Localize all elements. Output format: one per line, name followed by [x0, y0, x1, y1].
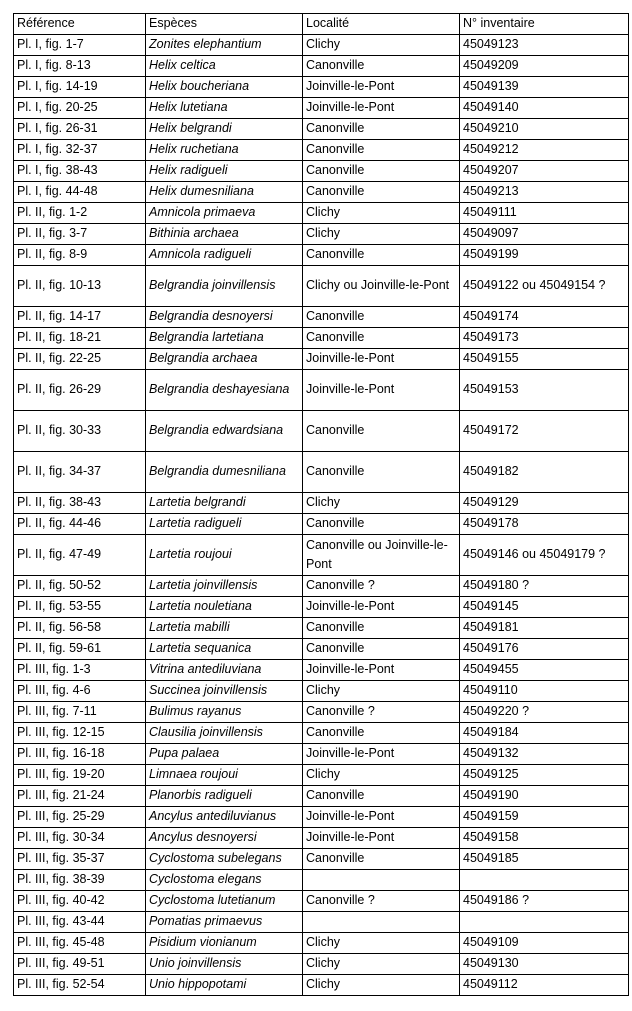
species-cell[interactable]: Bithinia archaea: [146, 224, 303, 245]
inventory-cell[interactable]: 45049207: [460, 161, 629, 182]
reference-cell[interactable]: Pl. I, fig. 14-19: [14, 77, 146, 98]
reference-cell[interactable]: Pl. II, fig. 1-2: [14, 203, 146, 224]
reference-cell[interactable]: Pl. II, fig. 18-21: [14, 328, 146, 349]
inventory-cell[interactable]: [460, 912, 629, 933]
species-cell[interactable]: Belgrandia joinvillensis: [146, 266, 303, 307]
locality-cell[interactable]: Canonville: [303, 56, 460, 77]
table-row: [14, 828, 629, 849]
species-cell[interactable]: Pomatias primaevus: [146, 912, 303, 933]
reference-cell[interactable]: Pl. III, fig. 7-11: [14, 702, 146, 723]
inventory-cell[interactable]: 45049146 ou 45049179 ?: [460, 535, 629, 576]
reference-cell[interactable]: Pl. III, fig. 30-34: [14, 828, 146, 849]
locality-cell[interactable]: [303, 870, 460, 891]
table-row: [14, 639, 629, 660]
table-row: [14, 849, 629, 870]
species-cell[interactable]: Ancylus desnoyersi: [146, 828, 303, 849]
species-cell[interactable]: Ancylus antediluvianus: [146, 807, 303, 828]
table-row: [14, 535, 629, 576]
locality-cell[interactable]: Canonville: [303, 182, 460, 203]
table-row: [14, 765, 629, 786]
reference-cell[interactable]: Pl. II, fig. 38-43: [14, 493, 146, 514]
locality-cell[interactable]: Canonville: [303, 514, 460, 535]
table-row: [14, 35, 629, 56]
inventory-cell[interactable]: 45049140: [460, 98, 629, 119]
inventory-cell[interactable]: 45049455: [460, 660, 629, 681]
locality-cell[interactable]: Canonville: [303, 618, 460, 639]
species-cell[interactable]: Pisidium vionianum: [146, 933, 303, 954]
species-cell[interactable]: Cyclostoma subelegans: [146, 849, 303, 870]
reference-cell[interactable]: Pl. I, fig. 20-25: [14, 98, 146, 119]
table-row: [14, 224, 629, 245]
species-cell[interactable]: Helix radigueli: [146, 161, 303, 182]
reference-cell[interactable]: Pl. III, fig. 1-3: [14, 660, 146, 681]
species-cell[interactable]: Helix boucheriana: [146, 77, 303, 98]
locality-cell[interactable]: Clichy: [303, 224, 460, 245]
species-cell[interactable]: Belgrandia deshayesiana: [146, 370, 303, 411]
locality-cell[interactable]: Canonville: [303, 786, 460, 807]
table-row: [14, 411, 629, 452]
reference-cell[interactable]: Pl. III, fig. 25-29: [14, 807, 146, 828]
table-row: [14, 933, 629, 954]
inventory-cell[interactable]: 45049174: [460, 307, 629, 328]
locality-cell[interactable]: Joinville-le-Pont: [303, 660, 460, 681]
reference-cell[interactable]: Pl. II, fig. 10-13: [14, 266, 146, 307]
inventory-cell[interactable]: 45049155: [460, 349, 629, 370]
inventory-cell[interactable]: 45049110: [460, 681, 629, 702]
reference-cell[interactable]: Pl. II, fig. 22-25: [14, 349, 146, 370]
reference-cell[interactable]: Pl. III, fig. 21-24: [14, 786, 146, 807]
inventory-cell[interactable]: 45049112: [460, 975, 629, 996]
inventory-cell[interactable]: 45049123: [460, 35, 629, 56]
header-row: [14, 14, 629, 35]
locality-cell[interactable]: Canonville ou Joinville-le-Pont: [303, 535, 460, 576]
reference-cell[interactable]: Pl. II, fig. 56-58: [14, 618, 146, 639]
reference-cell[interactable]: Pl. I, fig. 32-37: [14, 140, 146, 161]
reference-cell[interactable]: Pl. III, fig. 12-15: [14, 723, 146, 744]
reference-cell[interactable]: Pl. I, fig. 1-7: [14, 35, 146, 56]
locality-cell[interactable]: Canonville: [303, 411, 460, 452]
table-row: [14, 807, 629, 828]
locality-cell[interactable]: Clichy: [303, 681, 460, 702]
inventory-cell[interactable]: 45049199: [460, 245, 629, 266]
inventory-cell[interactable]: 45049125: [460, 765, 629, 786]
reference-cell[interactable]: Pl. I, fig. 26-31: [14, 119, 146, 140]
header-cell-reference[interactable]: Référence: [14, 14, 146, 35]
locality-cell[interactable]: Clichy ou Joinville-le-Pont: [303, 266, 460, 307]
species-cell[interactable]: Cyclostoma lutetianum: [146, 891, 303, 912]
table-row: [14, 370, 629, 411]
inventory-cell[interactable]: 45049185: [460, 849, 629, 870]
inventory-cell[interactable]: 45049129: [460, 493, 629, 514]
inventory-cell[interactable]: 45049176: [460, 639, 629, 660]
locality-cell[interactable]: Canonville ?: [303, 891, 460, 912]
inventory-cell[interactable]: 45049111: [460, 203, 629, 224]
header-cell-inventaire[interactable]: N° inventaire: [460, 14, 629, 35]
table-row: [14, 912, 629, 933]
species-cell[interactable]: Lartetia belgrandi: [146, 493, 303, 514]
species-cell[interactable]: Zonites elephantium: [146, 35, 303, 56]
locality-cell[interactable]: Canonville: [303, 307, 460, 328]
species-cell[interactable]: Helix ruchetiana: [146, 140, 303, 161]
table-row: [14, 77, 629, 98]
inventory-cell[interactable]: 45049130: [460, 954, 629, 975]
reference-cell[interactable]: Pl. III, fig. 40-42: [14, 891, 146, 912]
locality-cell[interactable]: Clichy: [303, 933, 460, 954]
locality-cell[interactable]: Clichy: [303, 975, 460, 996]
reference-cell[interactable]: Pl. III, fig. 45-48: [14, 933, 146, 954]
table-body: [14, 35, 629, 996]
locality-cell[interactable]: Canonville ?: [303, 702, 460, 723]
inventory-cell[interactable]: 45049190: [460, 786, 629, 807]
reference-cell[interactable]: Pl. II, fig. 44-46: [14, 514, 146, 535]
inventory-cell[interactable]: 45049132: [460, 744, 629, 765]
table-row: [14, 349, 629, 370]
table-row: [14, 618, 629, 639]
table-row: [14, 975, 629, 996]
inventory-cell[interactable]: 45049178: [460, 514, 629, 535]
reference-cell[interactable]: Pl. I, fig. 8-13: [14, 56, 146, 77]
reference-cell[interactable]: Pl. II, fig. 34-37: [14, 452, 146, 493]
header-cell-localite[interactable]: Localité: [303, 14, 460, 35]
reference-cell[interactable]: Pl. III, fig. 52-54: [14, 975, 146, 996]
table-row: [14, 161, 629, 182]
inventory-cell[interactable]: 45049153: [460, 370, 629, 411]
table-row: [14, 493, 629, 514]
inventory-cell[interactable]: 45049139: [460, 77, 629, 98]
reference-cell[interactable]: Pl. II, fig. 50-52: [14, 576, 146, 597]
species-cell[interactable]: Planorbis radigueli: [146, 786, 303, 807]
species-cell[interactable]: Succinea joinvillensis: [146, 681, 303, 702]
table-row: [14, 681, 629, 702]
species-cell[interactable]: Helix lutetiana: [146, 98, 303, 119]
table-row: [14, 203, 629, 224]
species-cell[interactable]: Unio hippopotami: [146, 975, 303, 996]
table-row: [14, 245, 629, 266]
reference-cell[interactable]: Pl. III, fig. 19-20: [14, 765, 146, 786]
inventory-cell[interactable]: [460, 870, 629, 891]
species-cell[interactable]: Lartetia joinvillensis: [146, 576, 303, 597]
reference-cell[interactable]: Pl. II, fig. 59-61: [14, 639, 146, 660]
table-row: [14, 744, 629, 765]
species-cell[interactable]: Lartetia roujoui: [146, 535, 303, 576]
reference-cell[interactable]: Pl. III, fig. 35-37: [14, 849, 146, 870]
reference-cell[interactable]: Pl. I, fig. 38-43: [14, 161, 146, 182]
inventory-cell[interactable]: 45049109: [460, 933, 629, 954]
table-row: [14, 702, 629, 723]
table-row: [14, 56, 629, 77]
locality-cell[interactable]: Canonville: [303, 140, 460, 161]
species-cell[interactable]: Lartetia mabilli: [146, 618, 303, 639]
locality-cell[interactable]: Canonville: [303, 849, 460, 870]
species-cell[interactable]: Limnaea roujoui: [146, 765, 303, 786]
species-table: [13, 13, 629, 996]
table-row: [14, 98, 629, 119]
reference-cell[interactable]: Pl. II, fig. 14-17: [14, 307, 146, 328]
reference-cell[interactable]: Pl. II, fig. 30-33: [14, 411, 146, 452]
species-cell[interactable]: Helix celtica: [146, 56, 303, 77]
reference-cell[interactable]: Pl. II, fig. 26-29: [14, 370, 146, 411]
locality-cell[interactable]: Canonville: [303, 452, 460, 493]
reference-cell[interactable]: Pl. III, fig. 49-51: [14, 954, 146, 975]
locality-cell[interactable]: Canonville: [303, 639, 460, 660]
header-cell-especes[interactable]: Espèces: [146, 14, 303, 35]
species-cell[interactable]: Lartetia radigueli: [146, 514, 303, 535]
reference-cell[interactable]: Pl. II, fig. 47-49: [14, 535, 146, 576]
locality-cell[interactable]: [303, 912, 460, 933]
table-row: [14, 786, 629, 807]
locality-cell[interactable]: Joinville-le-Pont: [303, 807, 460, 828]
table-row: [14, 119, 629, 140]
species-cell[interactable]: Belgrandia lartetiana: [146, 328, 303, 349]
inventory-cell[interactable]: 45049210: [460, 119, 629, 140]
reference-cell[interactable]: Pl. III, fig. 38-39: [14, 870, 146, 891]
locality-cell[interactable]: Canonville: [303, 245, 460, 266]
species-cell[interactable]: Helix dumesniliana: [146, 182, 303, 203]
inventory-cell[interactable]: 45049122 ou 45049154 ?: [460, 266, 629, 307]
inventory-cell[interactable]: 45049172: [460, 411, 629, 452]
table-row: [14, 870, 629, 891]
locality-cell[interactable]: Joinville-le-Pont: [303, 370, 460, 411]
locality-cell[interactable]: Canonville: [303, 723, 460, 744]
locality-cell[interactable]: Clichy: [303, 35, 460, 56]
table-row: [14, 514, 629, 535]
reference-cell[interactable]: Pl. III, fig. 16-18: [14, 744, 146, 765]
locality-cell[interactable]: Joinville-le-Pont: [303, 77, 460, 98]
species-cell[interactable]: Amnicola primaeva: [146, 203, 303, 224]
inventory-cell[interactable]: 45049213: [460, 182, 629, 203]
table-row: [14, 723, 629, 744]
reference-cell[interactable]: Pl. I, fig. 44-48: [14, 182, 146, 203]
locality-cell[interactable]: Clichy: [303, 203, 460, 224]
locality-cell[interactable]: Canonville: [303, 119, 460, 140]
species-cell[interactable]: Cyclostoma elegans: [146, 870, 303, 891]
species-cell[interactable]: Belgrandia desnoyersi: [146, 307, 303, 328]
inventory-cell[interactable]: 45049184: [460, 723, 629, 744]
table-row: [14, 452, 629, 493]
locality-cell[interactable]: Clichy: [303, 954, 460, 975]
species-cell[interactable]: Vitrina antediluviana: [146, 660, 303, 681]
inventory-cell[interactable]: 45049182: [460, 452, 629, 493]
species-cell[interactable]: Clausilia joinvillensis: [146, 723, 303, 744]
table-row: [14, 328, 629, 349]
locality-cell[interactable]: Joinville-le-Pont: [303, 98, 460, 119]
inventory-cell[interactable]: 45049173: [460, 328, 629, 349]
reference-cell[interactable]: Pl. III, fig. 4-6: [14, 681, 146, 702]
locality-cell[interactable]: Clichy: [303, 493, 460, 514]
reference-cell[interactable]: Pl. II, fig. 8-9: [14, 245, 146, 266]
table-row: [14, 266, 629, 307]
locality-cell[interactable]: Canonville ?: [303, 576, 460, 597]
locality-cell[interactable]: Joinville-le-Pont: [303, 828, 460, 849]
table-row: [14, 891, 629, 912]
inventory-cell[interactable]: 45049181: [460, 618, 629, 639]
inventory-cell[interactable]: 45049158: [460, 828, 629, 849]
table-row: [14, 576, 629, 597]
table-row: [14, 182, 629, 203]
species-cell[interactable]: Lartetia sequanica: [146, 639, 303, 660]
inventory-cell[interactable]: 45049209: [460, 56, 629, 77]
reference-cell[interactable]: Pl. III, fig. 43-44: [14, 912, 146, 933]
table-row: [14, 307, 629, 328]
species-cell[interactable]: Amnicola radigueli: [146, 245, 303, 266]
locality-cell[interactable]: Canonville: [303, 328, 460, 349]
reference-cell[interactable]: Pl. II, fig. 3-7: [14, 224, 146, 245]
locality-cell[interactable]: Joinville-le-Pont: [303, 349, 460, 370]
species-cell[interactable]: Belgrandia edwardsiana: [146, 411, 303, 452]
species-cell[interactable]: Bulimus rayanus: [146, 702, 303, 723]
locality-cell[interactable]: Joinville-le-Pont: [303, 597, 460, 618]
table-row: [14, 597, 629, 618]
table-row: [14, 954, 629, 975]
species-cell[interactable]: Lartetia nouletiana: [146, 597, 303, 618]
inventory-cell[interactable]: 45049159: [460, 807, 629, 828]
species-cell[interactable]: Belgrandia dumesniliana: [146, 452, 303, 493]
inventory-cell[interactable]: 45049097: [460, 224, 629, 245]
species-cell[interactable]: Helix belgrandi: [146, 119, 303, 140]
inventory-cell[interactable]: 45049186 ?: [460, 891, 629, 912]
table-row: [14, 660, 629, 681]
species-cell[interactable]: Unio joinvillensis: [146, 954, 303, 975]
inventory-cell[interactable]: 45049145: [460, 597, 629, 618]
species-cell[interactable]: Belgrandia archaea: [146, 349, 303, 370]
locality-cell[interactable]: Clichy: [303, 765, 460, 786]
locality-cell[interactable]: Canonville: [303, 161, 460, 182]
inventory-cell[interactable]: 45049180 ?: [460, 576, 629, 597]
species-cell[interactable]: Pupa palaea: [146, 744, 303, 765]
inventory-cell[interactable]: 45049220 ?: [460, 702, 629, 723]
table-row: [14, 140, 629, 161]
reference-cell[interactable]: Pl. II, fig. 53-55: [14, 597, 146, 618]
inventory-cell[interactable]: 45049212: [460, 140, 629, 161]
locality-cell[interactable]: Joinville-le-Pont: [303, 744, 460, 765]
